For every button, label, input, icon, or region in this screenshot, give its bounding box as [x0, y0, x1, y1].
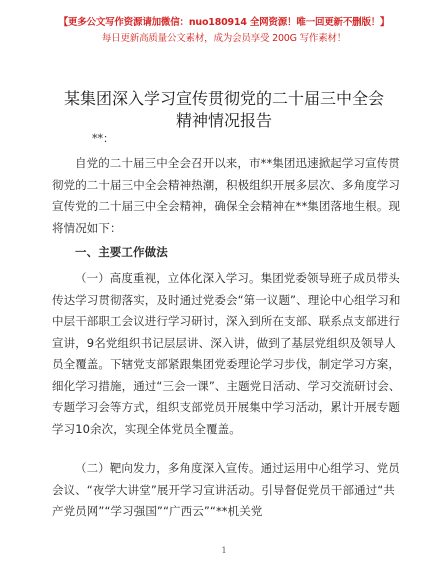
promo-banner-line2: 每日更新高质量公文素材，成为会员享受 200G 写作素材！ — [101, 33, 347, 44]
section-heading-1: 一、主要工作做法 — [75, 245, 168, 259]
promo-banner-line1: 【更多公文写作资源请加微信：nuo180914 全网资源！唯一回更新不删版！】 — [58, 17, 390, 28]
document-title-line1: 某集团深入学习宣传贯彻党的二十届三中全会 — [63, 89, 384, 108]
page-number: 1 — [221, 546, 227, 555]
paragraph-intro: 自党的二十届三中全会召开以来，市**集团迅速掀起学习宣传贯彻党的二十届三中全会精神热潮，积极组织开展多层次、多角度学习宣传党的二十届三中全会精神，确保全会精神在**集团落地生根。现将情况如下： — [52, 156, 401, 235]
paragraph-publicity: （二）靶向发力，多角度深入宣传。通过运用中心组学习、党员会议、“夜学大讲堂”展开学习宣讲活动。引导督促党员干部通过“共产党员网”“学习强国”“广西云”“**机关党 — [52, 461, 400, 518]
salutation: **： — [92, 132, 114, 145]
document-title-line2: 精神情况报告 — [175, 111, 272, 130]
paragraph-study: （一）高度重视，立体化深入学习。集团党委领导班子成员带头传达学习贯彻落实，及时通过党委会“第一议题”、理论中心组学习和中层干部职工会议进行学习研讨，深入到所在支部、联系点支部进行宣讲，9名党组织书记层层讲、深入讲，做到了基层党组织及领导人员全覆盖。下辖党支部紧跟集团党委理论学习步伐，制定学习方案，细化学习措施，通过“三会一课”、主题党日活动、学习交流研讨会、专题学习会等方式，组织支部党员开展集中学习活动，累计开展专题学习10余次，实现全体党员全覆盖。 — [52, 271, 401, 436]
